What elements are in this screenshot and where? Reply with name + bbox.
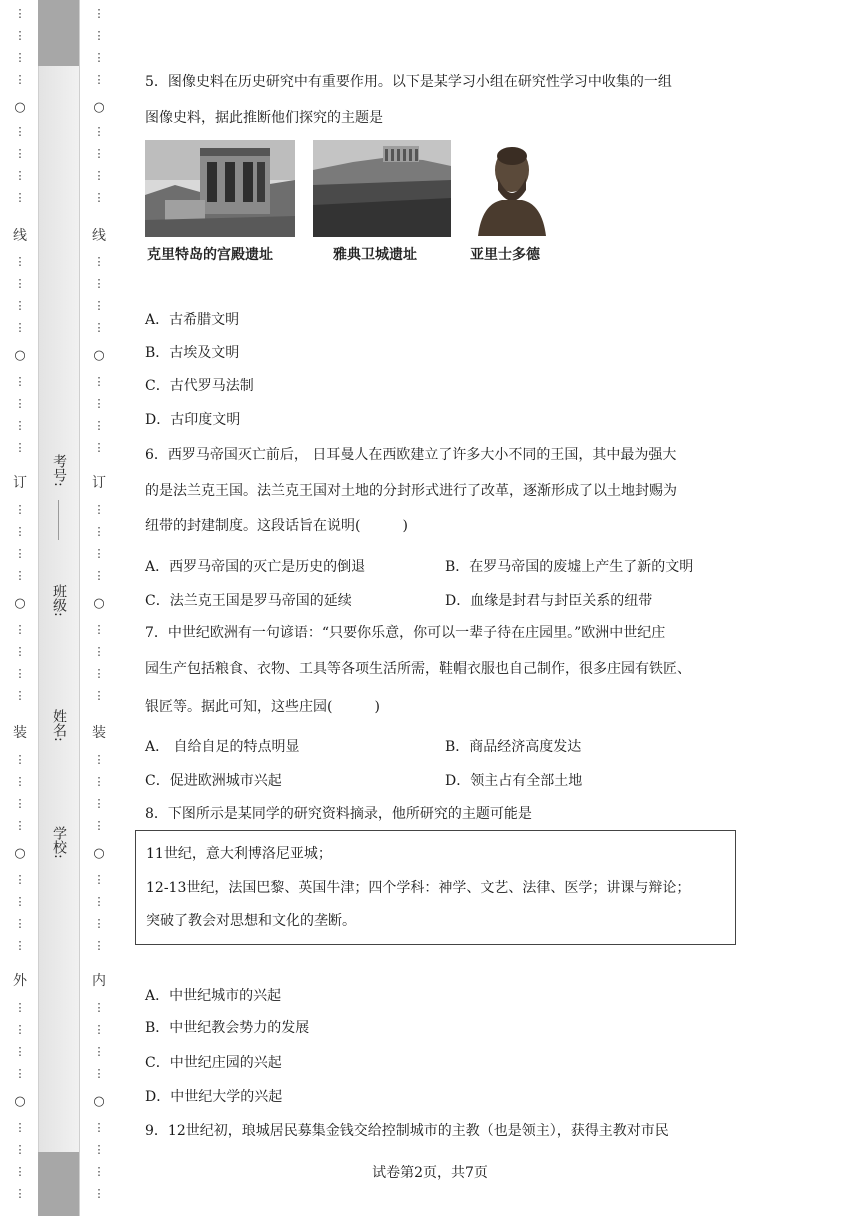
- caption-aristotle: 亚里士多德: [470, 247, 540, 263]
- q5-stem-line1: 5．图像史料在历史研究中有重要作用。以下是某学习小组在研究性学习中收集的一组: [145, 74, 672, 90]
- q5-option-d: D．古印度文明: [145, 412, 241, 428]
- exam-number-label: 考号:: [51, 453, 67, 487]
- q8-option-b: B．中世纪教会势力的发展: [145, 1020, 310, 1036]
- inner-dotted-line: ⋮ ⋮ ⋮ ⋮ ○ ⋮ ⋮ ⋮ ⋮ 线 ⋮ ⋮ ⋮ ⋮ ○ ⋮ ⋮ ⋮ ⋮ 订 ⋮ ⋮ ⋮ ⋮ ○ ⋮ ⋮ ⋮ ⋮ 装 ⋮ ⋮ ⋮ ⋮ ○ ⋮ ⋮ ⋮ ⋮ 内 ⋮ ⋮ ⋮ ⋮ ○ ⋮ ⋮ ⋮ ⋮: [93, 0, 105, 1216]
- circle-mark: ○: [93, 100, 105, 115]
- q7-stem-line3: 银匠等。据此可知，这些庄园( ): [145, 699, 380, 715]
- circle-mark: ○: [93, 348, 105, 363]
- q8-stem-line1: 8．下图所示是某同学的研究资料摘录，他所研究的主题可能是: [145, 806, 532, 822]
- q5-stem-line2: 图像史料，据此推断他们探究的主题是: [145, 110, 383, 126]
- outer-dotted-line: ⋮ ⋮ ⋮ ⋮ ○ ⋮ ⋮ ⋮ ⋮ 线 ⋮ ⋮ ⋮ ⋮ ○ ⋮ ⋮ ⋮ ⋮ 订 ⋮ ⋮ ⋮ ⋮ ○ ⋮ ⋮ ⋮ ⋮ 装 ⋮ ⋮ ⋮ ⋮ ○ ⋮ ⋮ ⋮ ⋮ 外 ⋮ ⋮ ⋮ ⋮ ○ ⋮ ⋮ ⋮ ⋮: [14, 0, 26, 1216]
- circle-mark: ○: [93, 1094, 105, 1109]
- q8-option-d: D．中世纪大学的兴起: [145, 1089, 283, 1105]
- q6-option-b: B．在罗马帝国的废墟上产生了新的文明: [445, 559, 694, 575]
- name-label: 姓名:: [51, 708, 67, 742]
- aristotle-bust-photo: [472, 140, 552, 237]
- q8-option-a: A．中世纪城市的兴起: [145, 988, 282, 1004]
- margin-mark-ding: 订: [92, 475, 106, 491]
- q5-option-a: A．古希腊文明: [145, 312, 240, 328]
- q7-option-a: A． 自给自足的特点明显: [145, 739, 300, 755]
- q7-option-d: D．领主占有全部土地: [445, 773, 583, 789]
- circle-mark: ○: [93, 846, 105, 861]
- q6-option-a: A．西罗马帝国的灭亡是历史的倒退: [145, 559, 366, 575]
- circle-mark: ○: [14, 100, 26, 115]
- caption-acropolis: 雅典卫城遗址: [333, 247, 417, 263]
- school-label: 学校:: [51, 825, 67, 859]
- page-footer: 试卷第2页，共7页: [372, 1165, 488, 1181]
- class-label: 班级:: [51, 583, 67, 617]
- q8-box-line2: 12-13世纪，法国巴黎、英国牛津；四个学科：神学、文艺、法律、医学；讲课与辩论；: [146, 880, 691, 896]
- q8-option-c: C．中世纪庄园的兴起: [145, 1055, 282, 1071]
- q6-stem-line2: 的是法兰克王国。法兰克王国对土地的分封形式进行了改革，逐渐形成了以土地封赐为: [145, 483, 677, 499]
- knossos-palace-photo: [145, 140, 295, 237]
- q5-option-c: C．古代罗马法制: [145, 378, 254, 394]
- circle-mark: ○: [14, 1094, 26, 1109]
- circle-mark: ○: [14, 348, 26, 363]
- margin-mark-nei: 内: [92, 973, 106, 989]
- margin-mark-xian: 线: [92, 228, 106, 244]
- margin-mark-zhuang: 装: [92, 725, 106, 741]
- circle-mark: ○: [14, 846, 26, 861]
- q7-stem-line1: 7．中世纪欧洲有一句谚语：“只要你乐意，你可以一辈子待在庄园里。”欧洲中世纪庄: [145, 625, 666, 641]
- q7-option-c: C．促进欧洲城市兴起: [145, 773, 282, 789]
- q8-box-line1: 11世纪，意大利博洛尼亚城；: [146, 846, 332, 862]
- q6-stem-line3: 纽带的封建制度。这段话旨在说明( ): [145, 518, 408, 534]
- q7-option-b: B．商品经济高度发达: [445, 739, 582, 755]
- margin-mark-wai: 外: [13, 973, 27, 989]
- q5-option-b: B．古埃及文明: [145, 345, 240, 361]
- q6-option-c: C．法兰克王国是罗马帝国的延续: [145, 593, 352, 609]
- caption-knossos: 克里特岛的宫殿遗址: [147, 247, 273, 263]
- margin-mark-ding: 订: [13, 475, 27, 491]
- circle-mark: ○: [14, 596, 26, 611]
- acropolis-photo: [313, 140, 451, 237]
- q9-stem-line1: 9．12世纪初，琅城居民募集金钱交给控制城市的主教（也是领主），获得主教对市民: [145, 1123, 669, 1139]
- margin-mark-xian: 线: [13, 228, 27, 244]
- circle-mark: ○: [93, 596, 105, 611]
- q6-stem-line1: 6．西罗马帝国灭亡前后， 日耳曼人在西欧建立了许多大小不同的王国，其中最为强大: [145, 447, 677, 463]
- q6-option-d: D．血缘是封君与封臣关系的纽带: [445, 593, 653, 609]
- margin-mark-zhuang: 装: [13, 725, 27, 741]
- q7-stem-line2: 园生产包括粮食、衣物、工具等各项生活所需，鞋帽衣服也自己制作，很多庄园有铁匠、: [145, 661, 691, 677]
- q8-box-line3: 突破了教会对思想和文化的垄断。: [146, 913, 356, 929]
